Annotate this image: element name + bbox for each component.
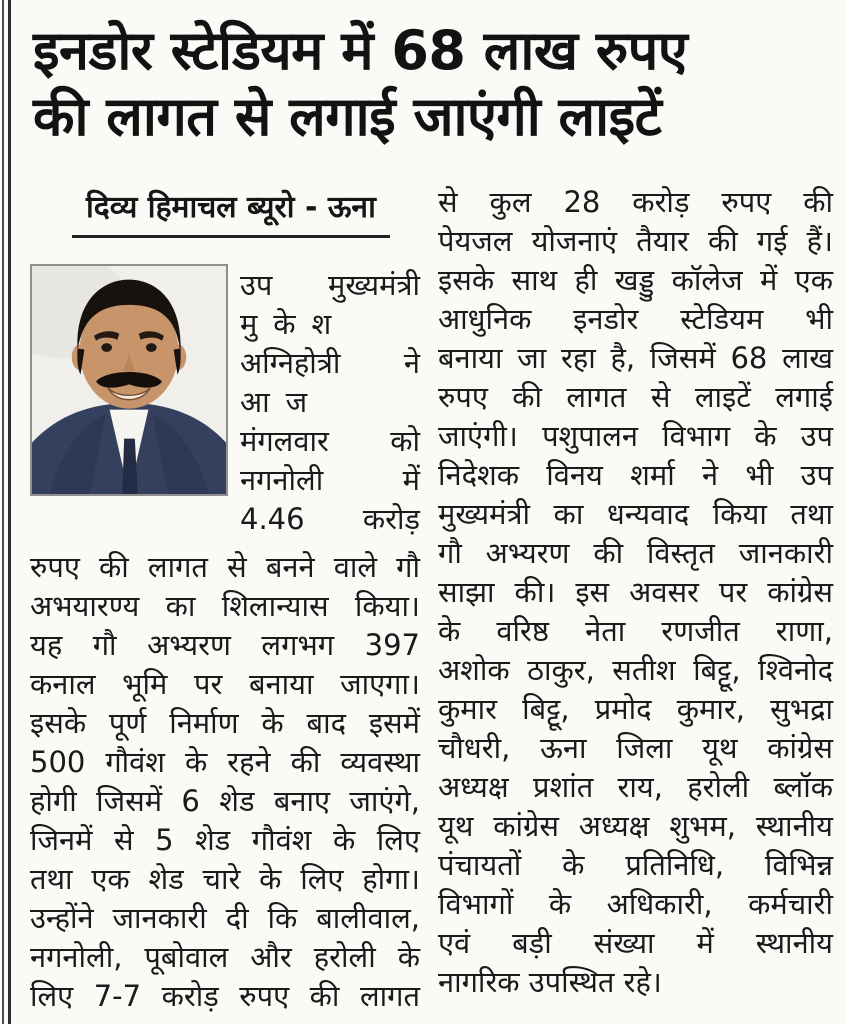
article-headline: [33, 18, 825, 150]
left-column-text: [30, 548, 420, 1016]
text-line: मुख्यमंत्री का धन्यवाद किया तथा: [438, 497, 833, 531]
text-line: मुकेश: [240, 307, 348, 341]
text-line: नागरिक उपस्थित रहे।: [438, 965, 662, 999]
left-column: [30, 183, 420, 1016]
text-line: रुपए की लागत से बनने वाले गौ: [30, 550, 420, 584]
text-line: एवं बड़ी संख्या में स्थानीय: [438, 926, 833, 960]
text-line: गौ अभ्यरण की विस्तृत जानकारी: [438, 536, 833, 570]
portrait-photo: [30, 264, 228, 496]
text-line: अशोक ठाकुर, सतीश बिट्टू, श्विनोद: [438, 653, 833, 687]
right-column: [438, 183, 833, 1016]
text-line: यह गौ अभ्यरण लगभग 397: [30, 628, 420, 662]
text-line: अग्निहोत्री ने: [240, 346, 420, 380]
text-line: साझा की। इस अवसर पर कांग्रेस: [438, 575, 833, 609]
headline-line-1: इनडोर स्टेडियम में 68 लाख रुपए: [33, 19, 688, 82]
article-body: [30, 183, 833, 1016]
text-line: चौधरी, ऊना जिला यूथ कांग्रेस: [438, 731, 833, 765]
text-line: पेयजल योजनाएं तैयार की गई हैं।: [438, 224, 833, 258]
text-line: जिनमें से 5 शेड गौवंश के लिए: [30, 823, 420, 857]
column-rule-outer: [2, 0, 4, 1024]
text-line: आधुनिक इनडोर स्टेडियम भी: [438, 302, 833, 336]
text-line: अभयारण्य का शिलान्यास किया।: [30, 589, 420, 623]
text-line: नगनोली, पूबोवाल और हरोली के: [30, 940, 420, 974]
text-line: कनाल भूमि पर बनाया जाएगा।: [30, 667, 420, 701]
text-line: के वरिष्ठ नेता रणजीत राणा,: [438, 614, 833, 648]
photo-row: [30, 264, 420, 539]
byline: दिव्य हिमाचल ब्यूरो - ऊना: [72, 185, 390, 238]
text-line: इसके पूर्ण निर्माण के बाद इसमें: [30, 706, 420, 740]
portrait-eye-right: [146, 343, 157, 352]
text-line: उप मुख्यमंत्री: [240, 268, 420, 302]
text-line: तथा एक शेड चारे के लिए होगा।: [30, 862, 420, 896]
text-line: रुपए की लागत से लाइटें लगाई: [438, 380, 833, 414]
text-line: जाएंगी। पशुपालन विभाग के उप: [438, 419, 833, 453]
text-line: निदेशक विनय शर्मा ने भी उप: [438, 458, 833, 492]
text-line: पंचायतों के प्रतिनिधि, विभिन्न: [438, 848, 833, 882]
portrait-eye-left: [101, 343, 112, 352]
headline-line-2: की लागत से लगाई जाएंगी लाइटें: [33, 84, 662, 148]
text-line: 4.46 करोड़: [240, 502, 420, 536]
text-line: होगी जिसमें 6 शेड बनाए जाएंगे,: [30, 784, 420, 818]
text-line: लिए 7-7 करोड़ रुपए की लागत: [30, 979, 420, 1013]
text-line: 500 गौवंश के रहने की व्यवस्था: [30, 745, 420, 779]
text-line: आज: [240, 385, 324, 419]
photo-side-text: [240, 264, 420, 539]
text-line: बनाया जा रहा है, जिसमें 68 लाख: [438, 341, 833, 375]
text-line: नगनोली में: [240, 463, 420, 497]
column-rule-inner: [8, 0, 11, 1024]
text-line: उन्होंने जानकारी दी कि बालीवाल,: [30, 901, 420, 935]
text-line: इसके साथ ही खड्डु कॉलेज में एक: [438, 263, 833, 297]
text-line: यूथ कांग्रेस अध्यक्ष शुभम, स्थानीय: [438, 809, 833, 843]
text-line: से कुल 28 करोड़ रुपए की: [438, 185, 833, 219]
text-line: विभागों के अधिकारी, कर्मचारी: [438, 887, 833, 921]
text-line: अध्यक्ष प्रशांत राय, हरोली ब्लॉक: [438, 770, 833, 804]
text-line: मंगलवार को: [240, 424, 420, 458]
text-line: कुमार बिट्टू, प्रमोद कुमार, सुभद्रा: [438, 692, 833, 726]
portrait-illustration: [32, 266, 226, 494]
